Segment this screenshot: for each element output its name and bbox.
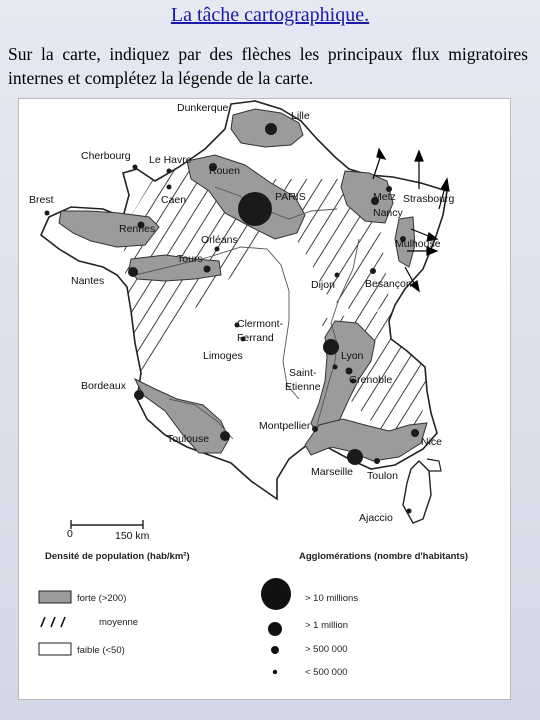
- legend-swatch-high: [39, 591, 71, 603]
- city-label-toulon: Toulon: [367, 470, 398, 482]
- city-label-caen: Caen: [161, 194, 187, 206]
- city-label-mulhouse: Mulhouse: [395, 238, 441, 250]
- city-label-dunkerque: Dunkerque: [177, 102, 229, 114]
- legend-swatch-low: [39, 643, 71, 655]
- city-label-toulouse: Toulouse: [167, 433, 210, 445]
- legend-agglo-title: Agglomérations (nombre d'habitants): [299, 551, 469, 562]
- page-title: La tâche cartographique.: [170, 4, 370, 26]
- scale-bar: [67, 520, 150, 542]
- city-label-nancy: Nancy: [373, 207, 403, 219]
- legend-agglo-1m: > 1 million: [305, 620, 349, 631]
- city-label-nantes: Nantes: [71, 275, 105, 287]
- city-label-brest: Brest: [29, 194, 54, 206]
- city-label-ajaccio: Ajaccio: [359, 512, 393, 524]
- city-label-orleans: Orléans: [201, 234, 238, 246]
- city-label-metz: Metz: [373, 191, 396, 203]
- agglo-nantes: [128, 267, 138, 277]
- city-label-bordeaux: Bordeaux: [81, 380, 126, 392]
- city-label-nice: Nice: [421, 436, 443, 448]
- agglo-bordeaux: [134, 390, 144, 400]
- corsica-outline: [403, 461, 431, 523]
- city-label-rennes: Rennes: [119, 223, 156, 235]
- legend-density-title: Densité de population (hab/km²): [45, 551, 190, 562]
- france-map: [19, 99, 510, 699]
- agglo-lille: [265, 123, 277, 135]
- city-label-dijon: Dijon: [311, 279, 335, 291]
- city-label-strasbourg: Strasbourg: [403, 193, 455, 205]
- agglo-marseille: [347, 449, 363, 465]
- agglo-toulouse: [220, 431, 230, 441]
- city-label-besancon: Besançon: [365, 278, 412, 290]
- legend-agglo-500k-plus: > 500 000: [305, 644, 348, 655]
- city-label-marseille: Marseille: [311, 466, 354, 478]
- city-label-paris: PARIS: [275, 191, 306, 203]
- city-label-saint-etienne: Saint-: [289, 367, 317, 379]
- scale-distance: 150 km: [115, 530, 150, 542]
- city-label-limoges: Limoges: [203, 350, 243, 362]
- legend-swatch-medium: [41, 617, 65, 627]
- city-label-lille: Lille: [291, 110, 310, 122]
- city-label-clermont-ferrand-2: Ferrand: [237, 332, 274, 344]
- legend-density-high: forte (>200): [77, 593, 127, 604]
- legend-agglo-500k-minus: < 500 000: [305, 667, 348, 678]
- agglo-lyon: [323, 339, 339, 355]
- agglo-paris: [238, 192, 272, 226]
- city-label-clermont-ferrand: Clermont-: [237, 318, 284, 330]
- map-panel: [18, 98, 511, 700]
- city-label-cherbourg: Cherbourg: [81, 150, 131, 162]
- legend-agglo-10m: > 10 millions: [305, 593, 359, 604]
- city-label-grenoble: Grenoble: [349, 374, 393, 386]
- city-label-lyon: Lyon: [341, 350, 364, 362]
- instructions-text: Sur la carte, indiquez par des flèches les principaux flux migratoires internes et complétez la légende de la carte.: [8, 44, 528, 88]
- legend-density-low: faible (<50): [77, 645, 125, 656]
- city-label-le-havre: Le Havre: [149, 154, 192, 166]
- legend-agglo-1m-symbol: [268, 622, 282, 636]
- city-label-montpellier: Montpellier: [259, 420, 311, 432]
- legend-agglo-500k-plus-symbol: [271, 646, 279, 654]
- legend-agglo-10m-symbol: [261, 578, 291, 610]
- legend-density-medium: moyenne: [99, 617, 139, 628]
- scale-zero: 0: [67, 528, 73, 540]
- city-label-rouen: Rouen: [209, 165, 240, 177]
- legend: [39, 551, 468, 678]
- city-label-saint-etienne-2: Etienne: [285, 381, 321, 393]
- city-label-tours: Tours: [177, 253, 203, 265]
- legend-agglo-500k-minus-symbol: [273, 670, 277, 674]
